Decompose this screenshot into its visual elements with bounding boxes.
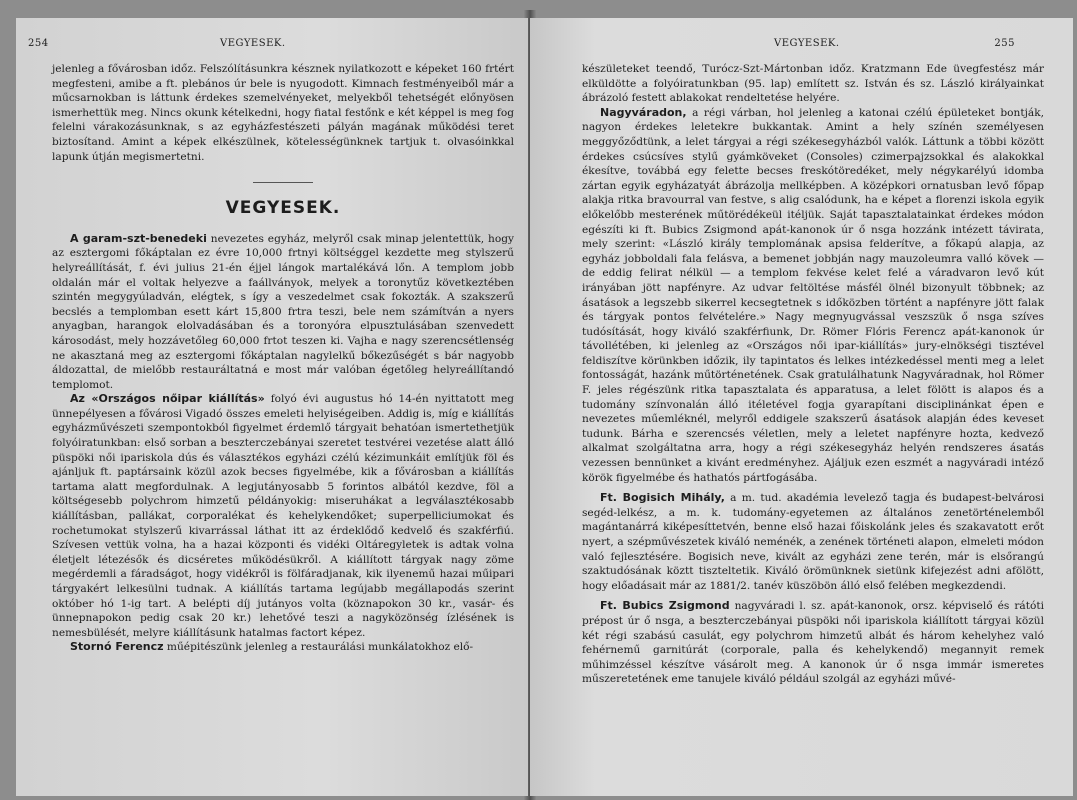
item-text: nevezetes egyház, melyről csak minap jelentettük, hogy az esztergomi főkáptalan ez évre 10,000 frtnyi költséggel kezdette meg stylszerű helyreállítását, f. évi julius 21-én éjjel lángok martalékává lőn. A templom jobb oldalán már el voltak helyezve a faállványok, melyek a toronytűz következtében szintén megygyúladván, elégtek, s így a veszedelmet csak fokozták. A szakszerű becslés a templomban esett kárt 15,800 frtra teszi, bele nem számítván a nyers anyagban, harangok elolvadásában és a toronyóra elpusztulásában szenvedett károsodást, mely hozzávetőleg 60,000 frtot teszen ki. Vajha e nagy szerencsétlenség ne akasztaná meg az esztergomi főkáptalan nagylelkű bőkezűségét s bár nagyobb áldozattal, de mielőbb restauráltatná e most már valóban égetőleg helyreállítandó templomot. xyxy=(52,232,514,391)
item-text: a régi várban, hol jelenleg a katonai czélú épületeket bontják, nagyon érdekes leletekre bukkantak. Amint a hely színén személyesen meggyőződtünk, a lelet tárgyai a régi székesegyházból valók. Láttunk a többi között érdekes csúcsíves stylű gyámköveket (Consoles) czimerpajzsokkal és alakokkal ékesítve, továbbá egy felette becses freskótöredéket, mely négykarélyú idomba zártan egyik egyházatyát ábrázolja mellképben. A középkori ornatusban levő főpap alakja ritka bravourral van festve, s alig csalódunk, ha e képet a florenzi iskola egyik előkelőbb mesterének műtörédékeül itéljük. Saját tapasztalatainkat érdekes módon egészíti ki ft. Bubics Zsigmond apát-kanonok úr ő nsga hozzánk intézett távirata, mely szerint: «László király templomának apsisa felderítve, a főkapú alapja, az egyház jobboldali fala felásva, a bemenet jobbján nagy mauzoleumra valló kövek — de eddig felirat nélkül — a templom fekvése kelet felé a váradvaron levő kút irányában jött napfényre. Az udvar feltöltése másfél ölnél bizonyult többnek; az ásatások a legszebb sikerrel kecsegtetnek s időközben történt a napfényre jött falak és tárgyak pontos felvételére.» Nagy megnyugvással veszszük ő nsga szíves tudósítását, hogy kiváló szakférfiunk, Dr. Römer Flóris Ferencz apát-kanonok úr távollétében, ki jelenleg az «Országos női ipar-kiállítás» jury-elnökségi tisztével feldiszítve körünkben időzik, ily tapintatos és lelkes intézkedéssel menti meg a lelet fontosságát, hazánk műtörténetének. Csak gratulálhatunk Nagyváradnak, hol Römer F. jeles régészünk ritka tapasztalata és apparatusa, a lelet fölött is alapos és a tudomány színvonalán álló itéletével fogja gyarapítani disciplinánkat épen e nevezetes műemléknél, melyről eddigele szakszerű ásatások alapján édes keveset tudunk. Bárha e szerencsés véletlen, mely a leletet napfényre hozta, kedvező alkalmat szolgáltatna arra, hogy a régi székesegyház helyén rendszeres ásatás vezessen bennünket a kivánt eredményhez. Ajáljuk ezen eszmét a nagyváradi intéző körök figyelmébe és hathatós pártfogásába. xyxy=(582,106,1044,484)
page-number: 255 xyxy=(994,38,1015,49)
section-divider xyxy=(253,182,313,183)
item-text: folyó évi augustus hó 14-én nyittatott meg ünnepélyesen a fővárosi Vigadó összes emeleti helyiségeiben. Addig is, míg e kiállítás egyházművészeti szempontokból figyelmet érdemlő tárgyait behatóan ismertethetjük folyóiratunkban: első sorban a beszterczebányai szeretet testvérei vezetése alatt álló püspöki női ipariskola dús és választékos egyházi czélú kézimunkáit említjük föl és ajánljuk ft. paptársaink közül azok becses figyelmébe, kik a fővárosban a kiállítás tartama alatt megfordulnak. A legjutányosabb 5 forintos albától kezdve, föl a költségesebb polychrom himzetű példányokig: miseruhákat a legválasztékosabb kiállításban, pallákat, corporalékat és kehelykendőket; superpelliciumokat és rochetumokat stylszerű kivarrással láthat itt az érdeklődő kedvelő és szakférfiú. Szívesen vettük volna, ha a hazai központi és vidéki Oltáregyletek is adtak volna életjelt létezésők és dicséretes működésükről. A kiállított tárgyak nagy zöme megérdemli a fáradságot, hogy vidékről is fölfáradjanak, kik ilyenemű hazai műipari tárgyakért lelkesülni tudnak. A kiállítás tartama legújabb megállapodás szerint október hó 1-ig tart. A belépti díj jutányos volta (köznapokon 30 kr., vasár- és ünnepnapokon pedig csak 20 kr.) lehetővé teszi a nagyközönség ízlésének is nemesbülését, melyre kiállításunk hatalmas factort képez. xyxy=(52,393,514,639)
item-text: a m. tud. akadémia levelező tagja és budapest-belvárosi segéd-lelkész, a m. k. tudomány-egyetemen az általános zenetörténelemből magántanárrá kiképesíttetvén, benne első hazai főiskolánk jeles és szakavatott erőt nyert, a szépművészetek kiváló neménék, a zenének történeti alapon, elmeleti módon való fejlesztésére. Bogisich neve, kivált az egyházi zene terén, már is elsőrangú szaktudósának köztt tiszteltetik. Kiváló örömünknek sietünk kifejezést adni afölött, hogy előadásait már az 1881/2. tanév küszöbön álló első felében megkezdendi. xyxy=(582,492,1044,592)
item-lead: Stornó Ferencz xyxy=(70,640,164,654)
item-lead: Ft. Bubics Zsigmond xyxy=(600,599,730,613)
item-lead: Nagyváradon, xyxy=(600,105,687,119)
news-item-bubics xyxy=(582,599,1044,687)
right-page xyxy=(530,18,1073,796)
news-item-noipar xyxy=(52,392,514,640)
left-page-body xyxy=(52,62,514,655)
item-lead: Az «Országos nőipar kiállítás» xyxy=(70,392,265,406)
item-lead: A garam-szt-benedeki xyxy=(70,231,207,245)
right-page-body xyxy=(582,62,1044,687)
section-title: VEGYESEK. xyxy=(225,198,341,219)
item-text: nagyváradi l. sz. apát-kanonok, orsz. képviselő és rátóti prépost úr ő nsga, a beszterczebányai püspöki női ipariskola kiállított tárgyai közül két régi szabású casulát, egy polychrom himzetű albát és három kehelyhez való fehérnemű garnitúrát (corporale, palla és kehelykendő) megannyit remek műhimzéssel készítve vásárolt meg. A kanonok úr ő nsga immár ismeretes műszeretetének eme tanujele kiváló például szolgál az egyházi művé- xyxy=(582,600,1044,686)
page-number: 254 xyxy=(28,38,49,49)
news-item-garam xyxy=(52,232,514,393)
news-item-storno xyxy=(52,640,514,655)
left-page xyxy=(16,18,528,796)
running-head: VEGYESEK. xyxy=(774,38,840,49)
news-item-bogisich xyxy=(582,491,1044,593)
opening-paragraph: jelenleg a fővárosban időz. Felszólításunkra késznek nyilatkozott e képeket 160 frtért megfesteni, amibe a ft. plebános úr bele is nyugodott. Kimnach festményeiből már a műcsarnokban is láttunk érdekes szemelvényeket, melyekből tehetségét előnyösen ismerhettük meg. Nincs okunk kételkedni, hogy fiatal festőnk e két képpel is meg fog felelni várakozásunknak, s az egyházfestészeti pályán magának működési teret biztosítand. Amint a képek elkészülnek, kötelességünknek tartjuk t. olvasóinkkal lapunk útján megismertetni. xyxy=(52,63,514,163)
opening-paragraph: készületeket teendő, Turócz-Szt-Mártonban időz. Kratzmann Ede üvegfestész már elküldötte a folyóiratunkban (95. lap) említett sz. István és sz. László királyainkat ábrázoló festett ablakokat rendeltetése helyére. xyxy=(582,63,1044,105)
item-text: műépitészünk jelenleg a restaurálási munkálatokhoz elő- xyxy=(163,641,474,654)
running-head: VEGYESEK. xyxy=(220,38,286,49)
news-item-nagyvarad xyxy=(582,106,1044,485)
item-lead: Ft. Bogisich Mihály, xyxy=(600,491,725,505)
